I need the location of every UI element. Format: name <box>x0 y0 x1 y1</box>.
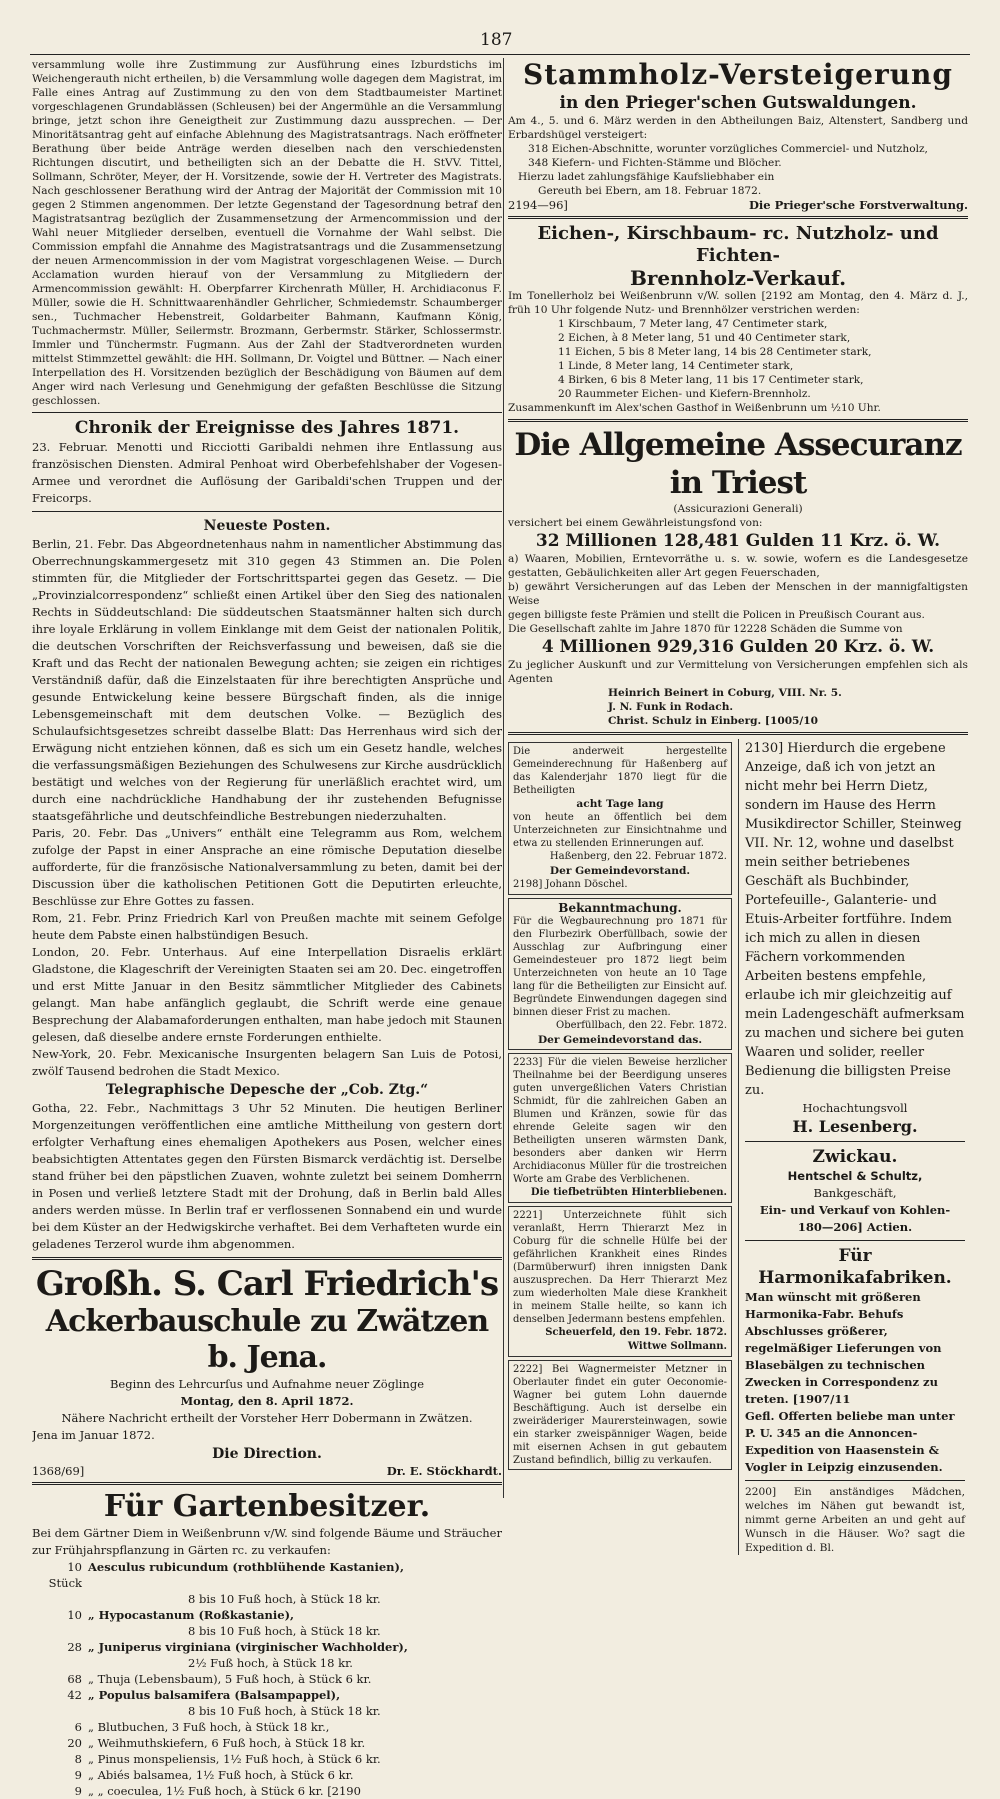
garden-intro: Bei dem Gärtner Diem in Weißenbrunn v/W. sind folgende Bäume und Sträucher zur Frühjahrspflanzung in Gärten rc. zu verkaufen: <box>32 1526 502 1557</box>
eichen-title-2: Brennholz-Verkauf. <box>629 266 847 290</box>
school-title-2: Ackerbauschule zu Zwätzen b. Jena. <box>45 1304 489 1375</box>
harmonika-title: Für Harmonikafabriken. <box>758 1246 952 1288</box>
harmonika-text-2: Gefl. Offerten beliebe man unter P. U. 345 an die Annoncen-Expedition von Haasenstein & Vogler in Leipzig einzusenden. <box>745 1409 955 1474</box>
insurance-amount-2: 4 Millionen 929,316 Gulden 20 Krz. ö. W. <box>541 637 935 657</box>
council-report: versammlung wolle ihre Zustimmung zur Ausführung eines Izburdstichs im Weichengerauth nicht ertheilen, b) die Versammlung wolle dagegen dem Magistrat, im Falle eines Antrag auf Zustimmung zu den von dem Stadtbaumeister Martinet vorgeschlagenen Grundablässen (Schleusen) bei der Angermühle an die Versammlung bringe, jetzt schon ihre Geneigtheit zur Zustimmung dazu aussprechen. — Der Minoritätsantrag geht auf einfache Ablehnung des Magistratsantrags. Nach eröffneter Berathung über beide Anträge werden dieselben nach den verschiedensten Richtungen discutirt, und betheiligten sich an der Debatte die H. StVV. Tittel, Sollmann, Schröter, Meyer, der H. Vorsitzende, sowie der H. Vertreter des Magistrats. Nach geschlossener Berathung wird der Antrag der Majorität der Commission mit 10 gegen 2 Stimmen angenommen. Der letzte Gegenstand der Tagesordnung betraf den Magistratsantrag bezüglich der Zusammensetzung der Armencommission und der Wahl neuer Mitglieder derselben, eventuell die Vornahme der Wahl selbst. Die Commission empfahl die Annahme des Magistratsantrags und die Zusammensetzung der neuen Armencommission in der vom Magistrat vorgeschlagenen Weise. — Durch Acclamation wurden hierauf von der Versammlung zu Mitgliedern der Armencommission gewählt: H. Oberpfarrer Kirchenrath Müller, H. Archidiaconus F. Müller, sowie die H. Schnittwaarenhändler Gehrlicher, Schmiedemstr. Schaumberger sen., Tuchmacher Hebenstreit, Goldarbeiter Bahmann, Kaufmann König, Tuchmachermstr. Müller, Seilermstr. Brozmann, Gerbermstr. Stärker, Schlossermstr. Immler und Tünchermstr. Fugmann. Aus der Zahl der Stadtverordneten wurden mittelst Stimmzettel gewählt: die HH. Sollmann, Dr. Voigtel und Büttner. — Nach einer Interpellation des H. Vorsitzenden bezüglich der Beschädigung von Bäumen auf dem Anger wird nach Verlesung und Genehmigung der gefaßten Beschlüsse die Sitzung geschlossen. <box>32 59 502 407</box>
lesenberg-close: Hochachtungsvoll <box>802 1101 908 1115</box>
posten-berlin: Berlin, 21. Febr. Das Abgeordnetenhaus nahm in namentlicher Abstimmung das Oberrechnungskammergesetz mit 310 gegen 43 Stimmen an. Die Polen stimmten für, die Mitglieder der Fortschrittspartei gegen das Gesetz. — Die „Provinzialcorrespondenz“ schließt einen Artikel über den Sieg des nationalen Rechts in Süddeutschland: Die süddeutschen Staatsmänner halten sich durch ihre loyale Erklärung in vollem Einklange mit dem Geist der nationalen Politik, die deutschen Vorschriften der Reichsverfassung und beweisen, daß sie die Kraft und das Recht der nationalen Bewegung achten; sie zeigen ein richtiges Verständniß dafür, daß die Einzelstaaten für ihre berechtigten Ansprüche und gesunde Entwickelung keine bessere Bürgschaft finden, als die innige Lebensgemeinschaft mit dem deutschen Volke. — Bezüglich des Schulaufsichtsgesetzes schreibt dasselbe Blatt: Das Herrenhaus wird sich der Erwägung nicht entziehen können, daß es sich um ein Gesetz handle, welches die verfassungsmäßigen Beziehungen des Schulwesens zur Kirche ausdrücklich bestätigt und welches von der Regierung für unerläßlich erachtet wird, um durch eine nachdrückliche Handhabung der ihr zustehenden Befugnisse staatsgefährliche und deutschfeindliche Bestrebungen niederzuhalten. <box>32 537 502 823</box>
eichen-line: 1 Linde, 8 Meter lang, 14 Centimeter stark, <box>558 360 794 372</box>
wood-title: Stammholz-Versteigerung <box>522 58 953 91</box>
eichen-line: 4 Birken, 6 bis 8 Meter lang, 11 bis 17 Centimeter stark, <box>558 374 864 386</box>
insurance-subtitle: (Assicurazioni Generali) <box>673 503 803 515</box>
school-line-2: Montag, den 8. April 1872. <box>180 1394 354 1408</box>
garden-item: 10 Stück Aesculus rubicundum (rothblühende Kastanien), <box>48 1560 404 1590</box>
garden-item: 8 bis 10 Fuß hoch, à Stück 18 kr. <box>188 1624 381 1638</box>
harmonika-text: Man wünscht mit größeren Harmonika-Fabr. Behufs Abschlusses größerer, regelmäßiger Lieferungen von Blasebälgen zu technischen Zwecken in Correspondenz zu treten. [1907/11 <box>745 1290 942 1406</box>
telegram-text: Gotha, 22. Febr., Nachmittags 3 Uhr 52 Minuten. Die heutigen Berliner Morgenzeitungen veröffentlichen eine amtliche Mittheilung von gestern dort erfolgter Verhaftung eines ehemaligen Apothekers aus Posen, welcher eines beabsichtigten Attentates gegen den Fürsten Bismarck verdächtig ist. Derselbe stand früher bei den päpstlichen Zuaven, wohnte zuletzt bei seinem Domherrn in Posen und verließ letztere Stadt mit der Drohung, daß in Berlin bald Alles anders werden müsse. In Berlin traf er verflossenen Sonnabend ein und wurde bei dem Küster an der Hedwigskirche verhaftet. Bei dem Verhafteten wurde ein geladenes Terzerol wurde ihm abgenommen. <box>32 1101 502 1251</box>
sub-columns <box>508 739 968 1555</box>
lesenberg-text: 2130] Hierdurch die ergebene Anzeige, daß ich von jetzt an nicht mehr bei Herrn Dietz, sondern im Hause des Herrn Musikdirector Schiller, Steinweg VII. Nr. 12, wohne und daselbst mein seither betriebenes Geschäft als Buchbinder, Portefeuille-, Galanterie- und Etuis-Arbeiter fortführe. Indem ich mich zu allen in diesen Fächern vorkommenden Arbeiten bestens empfehle, erlaube ich mir gleichzeitig auf mein Ladengeschäft aufmerksam zu machen und sichere bei guten Waaren und solider, reeller Bedienung die billigsten Preise zu. <box>745 741 965 1098</box>
chronik-text: 23. Februar. Menotti und Ricciotti Garibaldi nehmen ihre Entlassung aus französischen Diensten. Admiral Penhoat wird Oberbefehlshaber der Vogesen-Armee und verordnet die Auflösung der Garibaldi'schen Truppen und der Freicorps. <box>32 440 502 505</box>
wood-line: Gereuth bei Ebern, am 18. Februar 1872. <box>538 185 762 197</box>
garden-item: 42 „ Populus balsamifera (Balsampappel), <box>67 1688 341 1702</box>
chronik-title: Chronik der Ereignisse des Jahres 1871. <box>74 418 460 438</box>
wood-line: 318 Eichen-Abschnitte, worunter vorzügliches Commerciel- und Nutzholz, <box>528 143 928 155</box>
garden-item: 9 „ „ coeculea, 1½ Fuß hoch, à Stück 6 kr. [2190 <box>74 1784 361 1798</box>
divider <box>32 1482 502 1485</box>
garden-item: 8 „ Pinus monspeliensis, 1½ Fuß hoch, à Stück 6 kr. <box>74 1752 381 1766</box>
garden-item: 10 „ Hypocastanum (Roßkastanie), <box>67 1608 295 1622</box>
sub-column-left <box>508 739 732 1555</box>
eichen-meet: Zusammenkunft im Alex'schen Gasthof in Weißenbrunn um ½10 Uhr. <box>508 402 881 414</box>
posten-paris: Paris, 20. Febr. Das „Univers“ enthält eine Telegramm aus Rom, welchem zufolge der Papst in einer Ansprache an eine römische Deputation dieselbe aufforderte, für die französische Nationalversammlung zu beten, damit bei der Discussion über die katholischen Petitionen Gott die Deputirten erleuchte, Beschlüsse zur Ehre Gottes zu fassen. <box>32 826 502 908</box>
insurance-item: a) Waaren, Mobilien, Erntevorräthe u. s. w. sowie, wofern es die Landesgesetze gestatten, Gebäulichkeiten aller Art gegen Feuerschaden, <box>508 553 968 579</box>
danksagung-notice: 2233] Für die vielen Beweise herzlicher Theilnahme bei der Beerdigung unseres guten unvergeßlichen Vaters Christian Schmidt, für die zahlreichen Gaben an Blumen und Kränzen, sowie für das ehrende Geleite sagen wir den Betheiligten unseren wärmsten Dank, besonders aber danken wir Herrn Archidiaconus Müller für die trostreichen Worte am Grabe des Verblichenen. Die tiefbetrübten Hinterbliebenen. <box>508 1053 732 1203</box>
zwickau-line: Bankgeschäft, <box>813 1186 897 1200</box>
mez-notice: 2221] Unterzeichnete fühlt sich veranlaßt, Herrn Thierarzt Mez in Coburg für die schnelle Hülfe bei der gefährlichen Krankheit eines Rindes (Darmüberwurf) ihren innigsten Dank auszusprechen. Da Herr Thierarzt Mez zum wiederholten Male diese Krankheit in meinem Stalle heilte, so kann ich denselben Jedermann bestens empfehlen. Scheuerfeld, den 19. Febr. 1872. Wittwe Sollmann. <box>508 1206 732 1357</box>
school-line-4: Jena im Januar 1872. <box>32 1428 155 1442</box>
garden-item: 8 bis 10 Fuß hoch, à Stück 18 kr. <box>188 1592 381 1606</box>
garden-item: 6 „ Blutbuchen, 3 Fuß hoch, à Stück 18 kr., <box>74 1720 330 1734</box>
insurance-text-1: versichert bei einem Gewährleistungsfond von: <box>508 517 763 529</box>
left-column <box>32 58 502 1799</box>
posten-london: London, 20. Febr. Unterhaus. Auf eine Interpellation Disraelis erklärt Gladstone, die Klageschrift der Vereinigten Staaten sei am 20. Dec. eingetroffen und erst Mitte Januar in den Besitz sämmtlicher Mitglieder des Cabinets gelangt. Man habe anfänglich geglaubt, die Schrift werde eine genaue Besprechung der Alabamaforderungen enthalten, man habe jedoch mit Staunen gelesen, daß dieselbe andere ernste Forderungen enthielte. <box>32 945 502 1044</box>
zwickau-title: Zwickau. <box>812 1147 898 1167</box>
garden-item: 2½ Fuß hoch, à Stück 18 kr. <box>188 1656 353 1670</box>
garden-item: 68 „ Thuja (Lebensbaum), 5 Fuß hoch, à Stück 6 kr. <box>67 1672 372 1686</box>
school-sign-1: Die Direction. <box>212 1446 322 1462</box>
right-column <box>508 58 968 1555</box>
school-title-1: Großh. S. Carl Friedrich's <box>35 1264 499 1304</box>
divider <box>508 732 968 735</box>
divider <box>32 412 502 413</box>
insurance-item: b) gewährt Versicherungen auf das Leben der Menschen in der mannigfaltigsten Weise <box>508 581 968 607</box>
bekanntmachung-notice: Bekanntmachung. Für die Wegbaurechnung pro 1871 für den Flurbezirk Oberfüllbach, sowie der Ausschlag zur Aufbringung einer Gemeindesteuer pro 1872 liegt beim Unterzeichneten von heute an 10 Tage lang für die Betheiligten zur Einsicht auf. Begründete Einwendungen dagegen sind binnen dieser Frist zu machen. Oberfüllbach, den 22. Febr. 1872. Der Gemeindevorstand das. <box>508 898 732 1050</box>
divider <box>32 511 502 512</box>
posten-newyork: New-York, 20. Febr. Mexicanische Insurgenten belagern San Luis de Potosi, zwölf Tausend bedrohen die Stadt Mexico. <box>32 1047 502 1078</box>
school-footer <box>32 1464 502 1478</box>
insurance-agent: Christ. Schulz in Einberg. [1005/10 <box>608 715 819 727</box>
page-number: 187 <box>480 30 513 50</box>
wood-ref: 2194—96] <box>508 198 568 212</box>
divider <box>508 419 968 422</box>
top-rule <box>30 54 970 55</box>
school-line-3: Nähere Nachricht ertheilt der Vorsteher Herr Dobermann in Zwätzen. <box>61 1411 473 1425</box>
garden-title: Für Gartenbesitzer. <box>103 1489 431 1524</box>
divider <box>745 1240 965 1241</box>
sub-column-right <box>738 739 965 1555</box>
school-sign-2: Dr. E. Stöckhardt. <box>386 1464 502 1478</box>
zwickau-firm: Hentschel & Schultz, <box>787 1169 923 1183</box>
divider <box>745 1480 965 1481</box>
divider <box>745 1141 965 1142</box>
posten-rom: Rom, 21. Febr. Prinz Friedrich Karl von Preußen machte mit seinem Gefolge heute dem Pabste einen halbstündigen Besuch. <box>32 911 502 942</box>
garden-item: 8 bis 10 Fuß hoch, à Stück 18 kr. <box>188 1704 381 1718</box>
garden-item: 28 „ Juniperus virginiana (virginischer Wachholder), <box>67 1640 408 1654</box>
garden-item: 20 „ Weihmuthskiefern, 6 Fuß hoch, à Stück 18 kr. <box>67 1736 366 1750</box>
divider <box>508 216 968 219</box>
eichen-line: 2 Eichen, à 8 Meter lang, 51 und 40 Centimeter stark, <box>558 332 851 344</box>
maedchen-notice: 2200] Ein anständiges Mädchen, welches im Nähen gut bewandt ist, nimmt gerne Arbeiten an und geht auf Wunsch in die Häuser. Wo? sagt die Expedition d. Bl. <box>745 1486 965 1554</box>
insurance-text-2: Die Gesellschaft zahlte im Jahre 1870 für 12228 Schäden die Summe von <box>508 623 903 635</box>
school-ref: 1368/69] <box>32 1464 85 1478</box>
metzner-notice: 2222] Bei Wagnermeister Metzner in Oberlauter findet ein guter Oeconomie-Wagner bei gutem Lohn dauernde Beschäftigung. Auch ist derselbe ein zweiräderiger Maurersteinwagen, sowie ein starker zweispänniger Wagen, beide mit eisernen Achsen in gut gebautem Zustand befindlich, billig zu verkaufen. <box>508 1360 732 1470</box>
insurance-text-3: Zu jeglicher Auskunft und zur Vermittelung von Versicherungen empfehlen sich als Agenten <box>508 659 968 685</box>
eichen-line: 20 Raummeter Eichen- und Kiefern-Brennholz. <box>558 388 811 400</box>
garden-item: 9 „ Abiés balsamea, 1½ Fuß hoch, à Stück 6 kr. <box>74 1768 354 1782</box>
eichen-text: Im Tonellerholz bei Weißenbrunn v/W. sollen [2192 am Montag, den 4. März d. J., früh 10 Uhr folgende Nutz- und Brennhölzer verstrichen werden: <box>508 290 968 316</box>
garden-list <box>32 1559 502 1799</box>
wood-line: 348 Kiefern- und Fichten-Stämme und Blöcher. <box>528 157 782 169</box>
lesenberg-sign: H. Lesenberg. <box>792 1117 918 1136</box>
insurance-agent: Heinrich Beinert in Coburg, VIII. Nr. 5. <box>608 687 842 699</box>
insurance-title: Die Allgemeine Assecuranz in Triest <box>514 427 962 501</box>
divider <box>32 1257 502 1260</box>
eichen-line: 11 Eichen, 5 bis 8 Meter lang, 14 bis 28 Centimeter stark, <box>558 346 872 358</box>
wood-sign: Die Prieger'sche Forstverwaltung. <box>748 198 968 212</box>
eichen-title-1: Eichen-, Kirschbaum- rc. Nutzholz- und Fichten- <box>537 223 939 266</box>
eichen-line: 1 Kirschbaum, 7 Meter lang, 47 Centimeter stark, <box>558 318 828 330</box>
gemeinderechnung-notice: Die anderweit hergestellte Gemeinderechnung für Haßenberg auf das Kalenderjahr 1870 liegt für die Betheiligten acht Tage lang von heute an öffentlich bei dem Unterzeichneten zur Einsichtnahme und etwa zu stellenden Erinnerungen auf. Haßenberg, den 22. Februar 1872. Der Gemeindevorstand. 2198] Johann Döschel. <box>508 742 732 895</box>
insurance-item: gegen billigste feste Prämien und stellt die Policen in Preußisch Courant aus. <box>508 609 925 621</box>
wood-footer <box>508 198 968 212</box>
zwickau-line: 180—206] Actien. <box>797 1220 913 1234</box>
column-divider <box>503 58 504 1498</box>
telegram-title: Telegraphische Depesche der „Cob. Ztg.“ <box>105 1082 429 1098</box>
school-line-1: Beginn des Lehrcurſus und Aufnahme neuer Zöglinge <box>109 1377 424 1391</box>
insurance-agent: J. N. Funk in Rodach. <box>608 701 734 713</box>
wood-subtitle: in den Prieger'schen Gutswaldungen. <box>559 93 917 113</box>
wood-line: Hierzu ladet zahlungsfähige Kaufsliebhaber ein <box>518 171 775 183</box>
wood-text: Am 4., 5. und 6. März werden in den Abtheilungen Baiz, Altenstert, Sandberg und Erbardshügel versteigert: <box>508 115 968 141</box>
insurance-amount-1: 32 Millionen 128,481 Gulden 11 Krz. ö. W. <box>535 531 941 551</box>
zwickau-line: Ein- und Verkauf von Kohlen- <box>759 1203 951 1217</box>
posten-title: Neueste Posten. <box>203 518 331 534</box>
